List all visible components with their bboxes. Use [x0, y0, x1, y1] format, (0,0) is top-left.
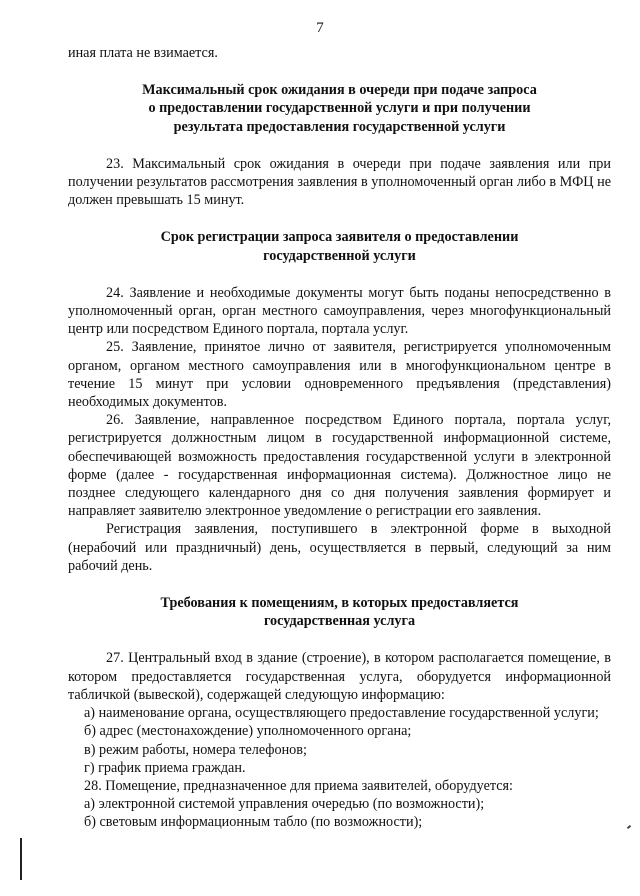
paragraph-27: 27. Центральный вход в здание (строение), в котором располагается помещение, в котором предоставляется государственная услуга, оборудуется информационной табличкой (вывеской), содержащей следующую информацию:	[68, 650, 611, 703]
heading-line: государственной услуги	[263, 247, 416, 264]
scan-mark-left	[20, 838, 22, 880]
paragraph-25: 25. Заявление, принятое лично от заявителя, регистрируется уполномоченным органом, органом местного самоуправления или в многофункциональном центре в течение 15 минут при условии одновременного предъявления (представления) необходимых документов.	[68, 339, 611, 411]
heading-line: государственная услуга	[263, 613, 416, 630]
document-body	[68, 44, 611, 832]
heading-line: результата предоставления государственной услуги	[173, 118, 506, 135]
list-item: г) график приема граждан.	[84, 759, 246, 776]
section-heading-registration	[68, 228, 611, 264]
paragraph-24: 24. Заявление и необходимые документы могут быть поданы непосредственно в уполномоченный орган, орган местного самоуправления, через многофункциональный центр или посредством Единого портала, портала услуг.	[68, 284, 611, 338]
section-heading-queue	[68, 81, 611, 136]
paragraph-registration-note: Регистрация заявления, поступившего в электронной форме в выходной (нерабочий или праздничный) день, осуществляется в первый, следующий за ним рабочий день.	[68, 521, 611, 574]
list-item: б) световым информационным табло (по возможности);	[84, 814, 423, 831]
heading-line: Требования к помещениям, в которых предоставляется	[160, 595, 519, 612]
paragraph-26: 26. Заявление, направленное посредством Единого портала, портала услуг, регистрируется должностным лицом в государственной информационной системе, обеспечивающей возможность предоставления государственной услуги в электронной форме (далее - государственная информационная система). Должностное лицо не позднее следующего календарного дня со дня получения заявления формирует и направляет заявителю электронное уведомление о регистрации его заявления.	[68, 412, 611, 520]
heading-line: Срок регистрации запроса заявителя о предоставлении	[160, 229, 519, 246]
heading-line: Максимальный срок ожидания в очереди при подаче запроса	[142, 82, 537, 99]
list-item: б) адрес (местонахождение) уполномоченного органа;	[84, 723, 412, 740]
list-item: а) наименование органа, осуществляющего предоставление государственной услуги;	[84, 705, 599, 722]
list-item: в) режим работы, номера телефонов;	[84, 741, 307, 758]
list-item: а) электронной системой управления очередью (по возможности);	[84, 796, 485, 813]
lead-text: иная плата не взимается.	[68, 45, 218, 61]
page-number: 7	[316, 20, 324, 36]
paragraph-23: 23. Максимальный срок ожидания в очереди при подаче заявления или при получении результатов рассмотрения заявления в уполномоченный орган либо в МФЦ не должен превышать 15 минут.	[68, 155, 611, 209]
paragraph-28: 28. Помещение, предназначенное для приема заявителей, оборудуется:	[84, 777, 514, 794]
heading-line: о предоставлении государственной услуги и при получении	[148, 100, 531, 117]
scan-mark-right	[627, 825, 631, 829]
section-heading-premises	[68, 594, 611, 630]
